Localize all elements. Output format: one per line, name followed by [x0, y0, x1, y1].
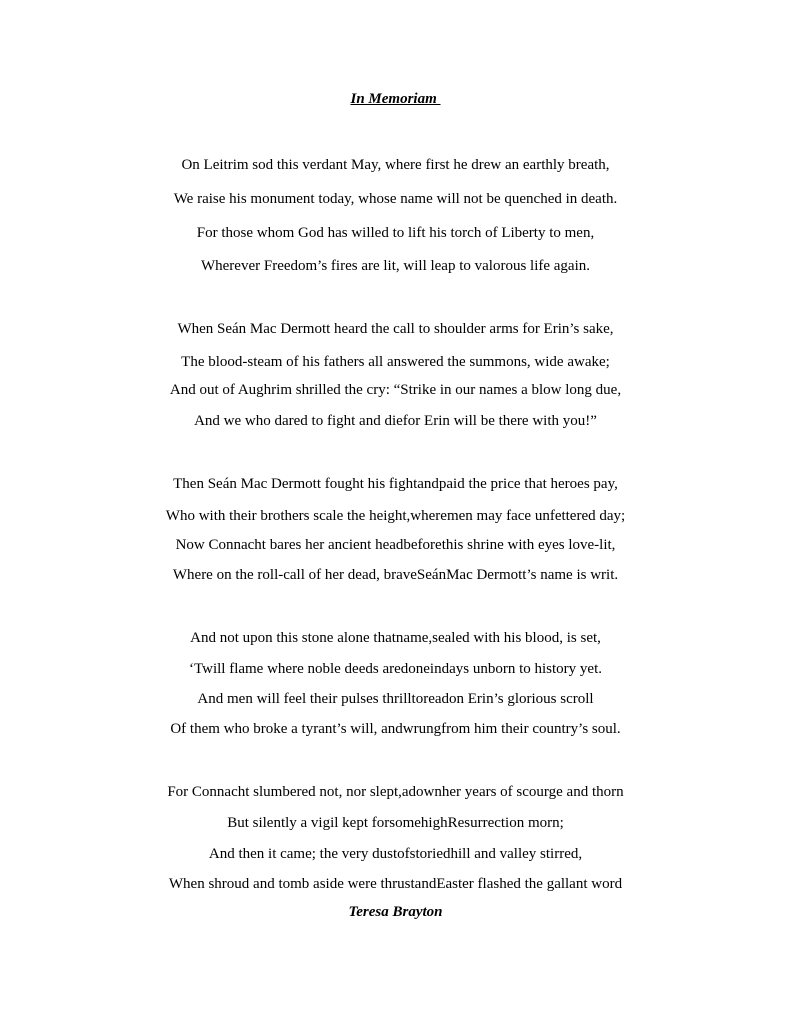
- poem-line: ‘Twill flame where noble deeds aredoneindays unborn to history yet.: [189, 661, 602, 677]
- poem-author: Teresa Brayton: [348, 904, 443, 920]
- poem-line: Then Seán Mac Dermott fought his fightandpaid the price that heroes pay,: [173, 476, 618, 492]
- poem-line: For those whom God has willed to lift his torch of Liberty to men,: [196, 225, 595, 241]
- poem-title: [0, 91, 791, 108]
- poem-line: And out of Aughrim shrilled the cry: “Strike in our names a blow long due,: [169, 382, 622, 398]
- poem-line: Where on the roll-call of her dead, braveSeánMac Dermott’s name is writ.: [172, 567, 619, 583]
- poem-line: And we who dared to fight and diefor Erin will be there with you!”: [194, 413, 597, 429]
- poem-line: Now Connacht bares her ancient headbeforethis shrine with eyes love-lit,: [175, 537, 616, 553]
- poem-line: Who with their brothers scale the height,wheremen may face unfettered day;: [165, 508, 626, 524]
- poem-line: We raise his monument today, whose name will not be quenched in death.: [173, 191, 618, 207]
- poem-line: Of them who broke a tyrant’s will, andwrungfrom him their country’s soul.: [170, 721, 621, 737]
- poem-title-text: In Memoriam: [350, 91, 441, 107]
- poem-line: Wherever Freedom’s fires are lit, will leap to valorous life again.: [200, 258, 591, 274]
- poem-line: But silently a vigil kept forsomehighResurrection morn;: [227, 815, 564, 831]
- poem-line: When shroud and tomb aside were thrustandEaster flashed the gallant word: [168, 876, 623, 892]
- poem-line: On Leitrim sod this verdant May, where first he drew an earthly breath,: [181, 157, 610, 173]
- poem-line: And then it came; the very dustofstoriedhill and valley stirred,: [208, 846, 583, 862]
- poem-line: For Connacht slumbered not, nor slept,adownher years of scourge and thorn: [167, 784, 624, 800]
- poem-line: When Seán Mac Dermott heard the call to shoulder arms for Erin’s sake,: [177, 321, 614, 337]
- poem-line: And men will feel their pulses thrilltoreadon Erin’s glorious scroll: [197, 691, 594, 707]
- poem-line: And not upon this stone alone thatname,sealed with his blood, is set,: [190, 630, 601, 646]
- poem-line: The blood-steam of his fathers all answered the summons, wide awake;: [181, 354, 610, 370]
